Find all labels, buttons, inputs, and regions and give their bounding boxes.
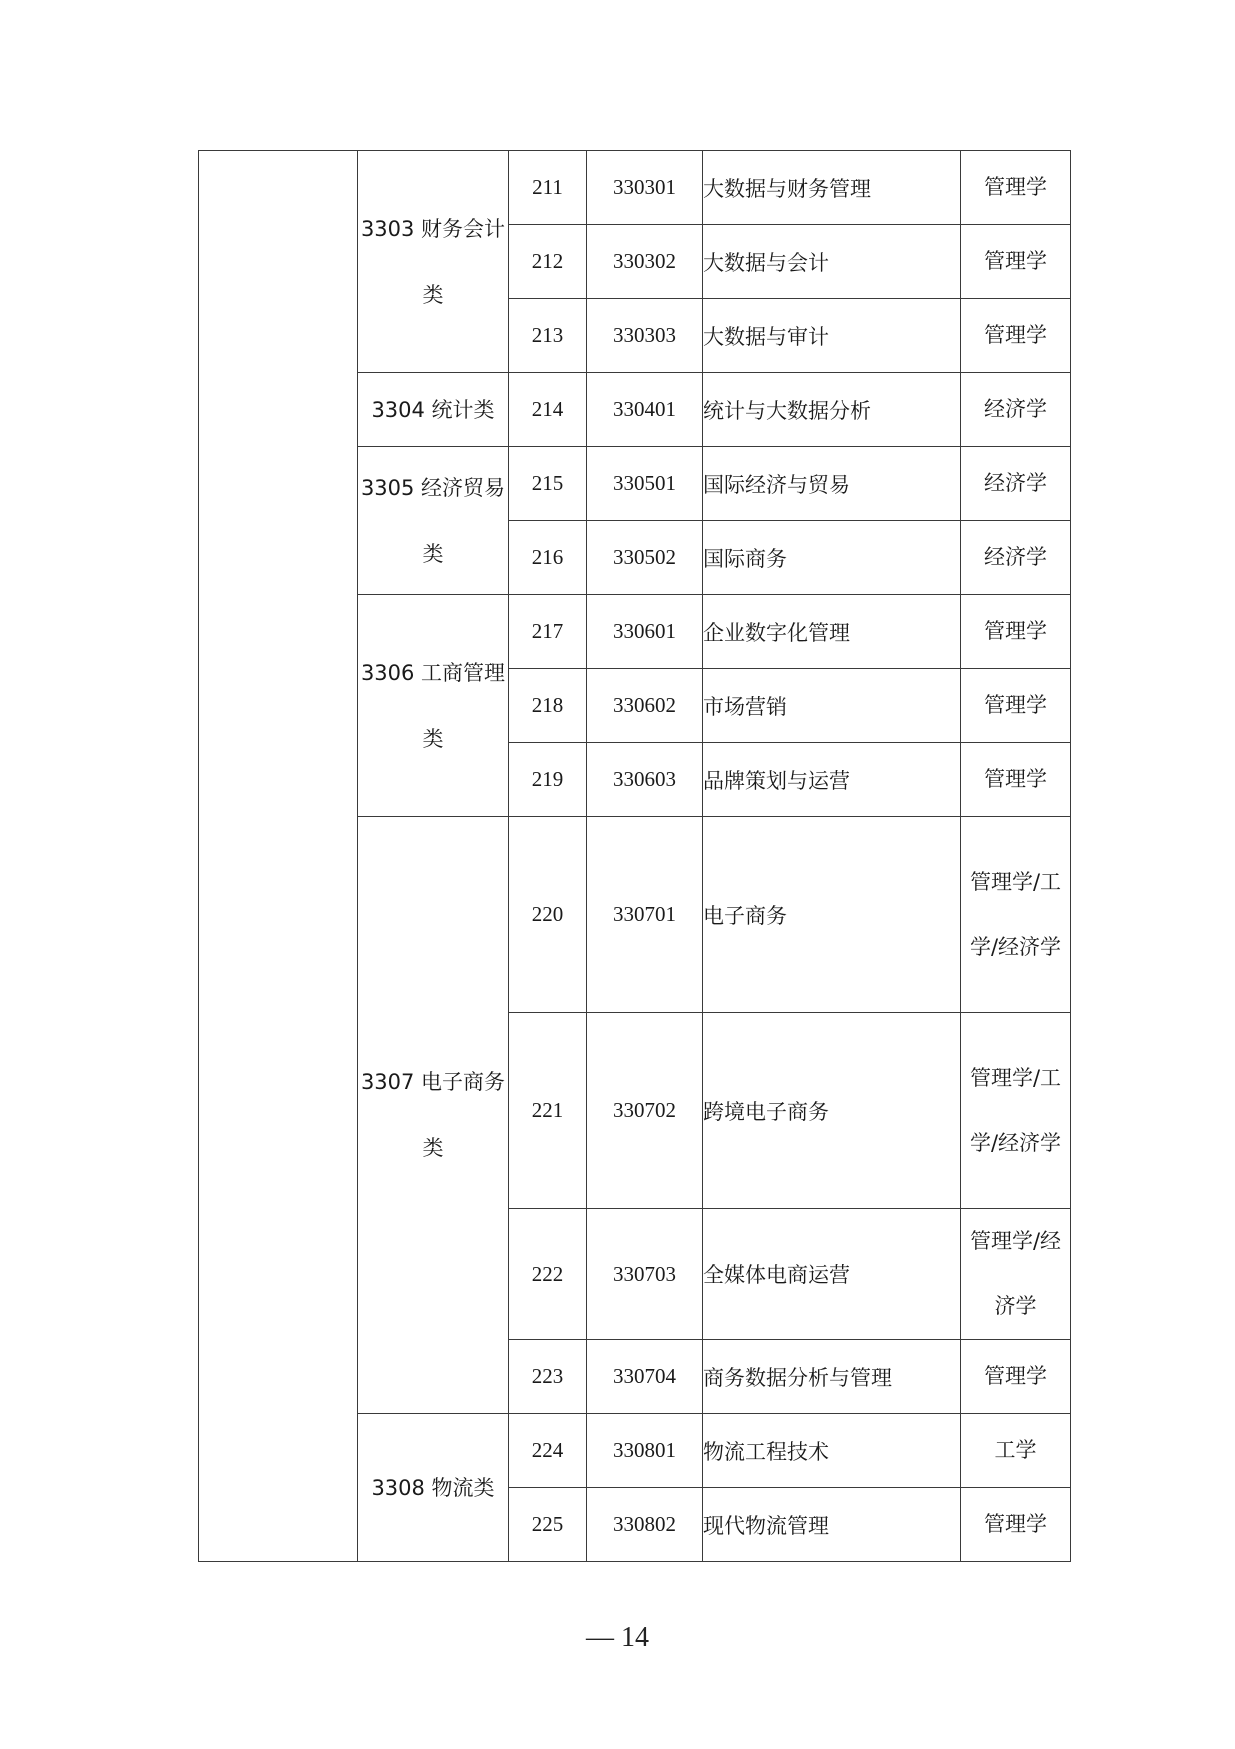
major-name-cell: 国际经济与贸易: [703, 447, 961, 521]
code-cell: 330301: [587, 151, 703, 225]
degree-cell: 管理学: [961, 669, 1071, 743]
major-name-cell: 大数据与财务管理: [703, 151, 961, 225]
seq-cell: 212: [509, 225, 587, 299]
code-cell: 330801: [587, 1414, 703, 1488]
seq-cell: 216: [509, 521, 587, 595]
major-name-cell: 现代物流管理: [703, 1488, 961, 1562]
category-cell: 3304 统计类: [358, 373, 509, 447]
code-cell: 330601: [587, 595, 703, 669]
degree-cell: 管理学/工学/经济学: [961, 817, 1071, 1013]
category-cell: 3305 经济贸易类: [358, 447, 509, 595]
seq-cell: 221: [509, 1013, 587, 1209]
code-cell: 330702: [587, 1013, 703, 1209]
seq-cell: 218: [509, 669, 587, 743]
major-name-cell: 品牌策划与运营: [703, 743, 961, 817]
degree-cell: 管理学: [961, 299, 1071, 373]
degree-cell: 管理学: [961, 595, 1071, 669]
page-number: — 14: [586, 1622, 649, 1653]
code-cell: 330501: [587, 447, 703, 521]
code-cell: 330704: [587, 1340, 703, 1414]
degree-cell: 工学: [961, 1414, 1071, 1488]
code-cell: 330303: [587, 299, 703, 373]
seq-cell: 215: [509, 447, 587, 521]
degree-cell: 管理学: [961, 1488, 1071, 1562]
seq-cell: 224: [509, 1414, 587, 1488]
degree-cell: 管理学: [961, 743, 1071, 817]
seq-cell: 217: [509, 595, 587, 669]
major-name-cell: 统计与大数据分析: [703, 373, 961, 447]
degree-cell: 管理学/工学/经济学: [961, 1013, 1071, 1209]
seq-cell: 219: [509, 743, 587, 817]
degree-cell: 管理学: [961, 151, 1071, 225]
code-cell: 330302: [587, 225, 703, 299]
seq-cell: 223: [509, 1340, 587, 1414]
category-cell: 3307 电子商务类: [358, 817, 509, 1414]
seq-cell: 222: [509, 1209, 587, 1340]
code-cell: 330802: [587, 1488, 703, 1562]
code-cell: 330502: [587, 521, 703, 595]
seq-cell: 225: [509, 1488, 587, 1562]
major-name-cell: 物流工程技术: [703, 1414, 961, 1488]
seq-cell: 211: [509, 151, 587, 225]
major-name-cell: 电子商务: [703, 817, 961, 1013]
degree-cell: 经济学: [961, 521, 1071, 595]
major-name-cell: 跨境电子商务: [703, 1013, 961, 1209]
degree-cell: 管理学/经济学: [961, 1209, 1071, 1340]
code-cell: 330603: [587, 743, 703, 817]
degree-cell: 管理学: [961, 225, 1071, 299]
code-cell: 330701: [587, 817, 703, 1013]
major-name-cell: 大数据与会计: [703, 225, 961, 299]
degree-cell: 经济学: [961, 373, 1071, 447]
degree-cell: 管理学: [961, 1340, 1071, 1414]
major-name-cell: 国际商务: [703, 521, 961, 595]
category-cell: 3306 工商管理类: [358, 595, 509, 817]
major-catalog-table: [198, 150, 1071, 1562]
major-name-cell: 大数据与审计: [703, 299, 961, 373]
table-row: [199, 151, 1071, 225]
major-name-cell: 商务数据分析与管理: [703, 1340, 961, 1414]
seq-cell: 214: [509, 373, 587, 447]
category-cell: 3303 财务会计类: [358, 151, 509, 373]
major-name-cell: 企业数字化管理: [703, 595, 961, 669]
first-column-cell: [199, 151, 358, 1562]
major-name-cell: 市场营销: [703, 669, 961, 743]
major-table-body: [199, 151, 1071, 1562]
major-name-cell: 全媒体电商运营: [703, 1209, 961, 1340]
category-cell: 3308 物流类: [358, 1414, 509, 1562]
seq-cell: 220: [509, 817, 587, 1013]
code-cell: 330602: [587, 669, 703, 743]
seq-cell: 213: [509, 299, 587, 373]
code-cell: 330401: [587, 373, 703, 447]
code-cell: 330703: [587, 1209, 703, 1340]
degree-cell: 经济学: [961, 447, 1071, 521]
